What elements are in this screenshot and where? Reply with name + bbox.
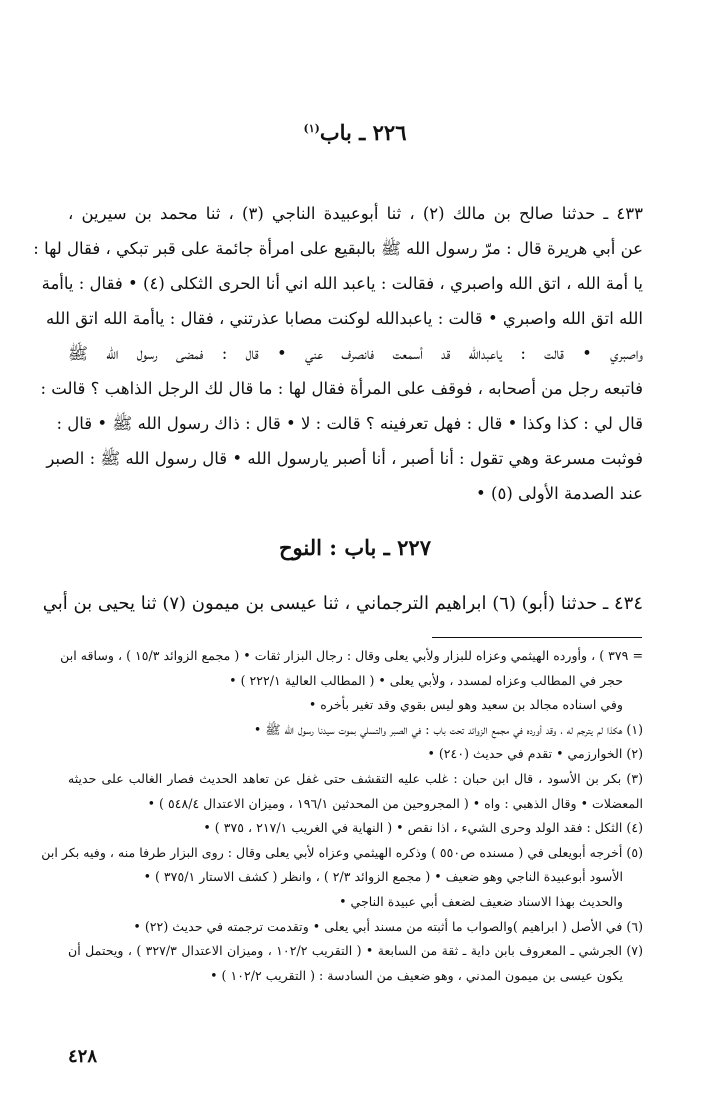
page-number: ٤٢٨ bbox=[68, 1046, 98, 1067]
chapter-heading-227: ٢٢٧ ـ باب : النوح bbox=[279, 535, 431, 560]
footnote-line: (٥) أخرجه أبويعلى في ( مسنده ص٥٥٠ ) وذكره الهيثمي وعزاه لأبي يعلى وقال : روى البزار طرفا منه ، وفيه بكر ابن bbox=[41, 844, 643, 860]
hadith-433-line: قال لي : كذا وكذا • قال : فهل تعرفينه ؟ قالت : لا • قال : ذاك رسول الله ﷺ • قال : bbox=[56, 414, 643, 433]
hadith-433-line: عن أبي هريرة قال : مرّ رسول الله ﷺ بالبقيع على امرأة جائمة على قبر تبكي ، فقال لها : bbox=[33, 239, 643, 258]
hadith-433-line: فاتبعه رجل من أصحابه ، فوقف على المرأة فقال لها : ما قال لك الرجل الذاهب ؟ قالت : bbox=[40, 379, 643, 398]
hadith-433 bbox=[33, 196, 643, 511]
hadith-433-line: يا أمة الله ، اتق الله واصبري ، فقالت : ياعبد الله اني أنا الحرى الثكلى (٤) • فقال : ياأمة bbox=[41, 274, 643, 293]
hadith-433-line: ٤٣٣ ـ حدثنا صالح بن مالك (٢) ، ثنا أبوعبيدة الناجي (٣) ، ثنا محمد بن سيرين ، bbox=[68, 204, 643, 223]
hadith-434 bbox=[42, 586, 643, 621]
footnote-line: (٢) الخوارزمي • تقدم في حديث (٢٤٠) • bbox=[427, 746, 643, 762]
footnote-line: والحديث بهذا الاسناد ضعيف لضعف أبي عبيدة الناجي • bbox=[339, 893, 623, 909]
hadith-433-line: عند الصدمة الأولى (٥) • bbox=[476, 484, 643, 503]
hadith-433-line: فوثبت مسرعة وهي تقول : أنا أصبر ، أنا أصبر يارسول الله • قال رسول الله ﷺ : الصبر bbox=[46, 449, 643, 468]
chapter-heading-226-note: (١) bbox=[303, 122, 320, 135]
footnote-line: المعضلات • وقال الذهبي : واه • ( المجروحين من المحدثين ١٩٦/١ ، وميزان الاعتدال ٥٤٨/٤ ) • bbox=[147, 795, 643, 811]
chapter-heading-226 bbox=[60, 120, 650, 145]
hadith-433-line: واصبري • قالت : ياعبدالله قد أسمعت فانصرف عني • قال : فمضى رسول الله ﷺ bbox=[68, 344, 643, 363]
footnote-line: (٣) بكر بن الأسود ، قال ابن حبان : غلب عليه التقشف حتى غفل عن تعاهد الحديث فصار الغالب على حديثه bbox=[68, 770, 643, 786]
footnote-line: الأسود أبوعبيدة الناجي وهو ضعيف • ( مجمع الزوائد ٢/٣ ) ، وانظر ( كشف الاستار ٣٧٥/١ ) • bbox=[143, 869, 623, 885]
hadith-433-line: الله اتق الله واصبري • قالت : ياعبدالله لوكنت مصابا عذرتني ، فقال : ياأمة الله اتق الله bbox=[46, 309, 643, 328]
footnote-line: (٤) الثكل : فقد الولد وحرى الشيء ، اذا نقص • ( النهاية في الغريب ٢١٧/١ ، ٣٧٥ ) • bbox=[203, 820, 643, 836]
footnote-line: حجر في المطالب وعزاه لمسدد ، ولأبي يعلى • ( المطالب العالية ٢٢٢/١ ) • bbox=[229, 672, 623, 688]
footnote-line: (١) هكذا لم يترجم له ، وقد أورده في مجمع الزوائد تحت باب : في الصبر والتسلي بموت سيدنا رسول الله ﷺ • bbox=[253, 721, 643, 737]
footnote-line: يكون عيسى بن ميمون المدني ، وهو ضعيف من السادسة : ( التقريب ١٠٢/٢ ) • bbox=[210, 967, 623, 983]
footnote-line: (٧) الجرشي ـ المعروف بابن داية ـ ثقة من السابعة • ( التقريب ١٠٢/٢ ، وميزان الاعتدال ٣٢٧/٣ ) ، ويحتمل أن bbox=[68, 943, 643, 959]
footnote-line: = ٣٧٩ ) ، وأورده الهيثمي وعزاه للبزار ولأبي يعلى وقال : رجال البزار ثقات • ( مجمع الزوائد ١٥/٣ ) ، وساقه ابن bbox=[60, 648, 643, 663]
footnote-line: وفي اسناده مجالد بن سعيد وهو ليس بقوي وقد تغير بأخره • bbox=[308, 697, 623, 713]
footnotes bbox=[41, 644, 643, 988]
chapter-heading-226-text: ٢٢٦ ـ باب bbox=[319, 120, 407, 145]
hadith-434-line: ٤٣٤ ـ حدثنا (أبو) (٦) ابراهيم الترجماني ، ثنا عيسى بن ميمون (٧) ثنا يحيى بن أبي bbox=[42, 593, 643, 614]
footnote-line: (٦) في الأصل ( ابراهيم )والصواب ما أثبته من مسند أبي يعلى • وتقدمت ترجمته في حديث (٢٢) • bbox=[133, 918, 643, 934]
footnote-divider bbox=[432, 637, 642, 638]
